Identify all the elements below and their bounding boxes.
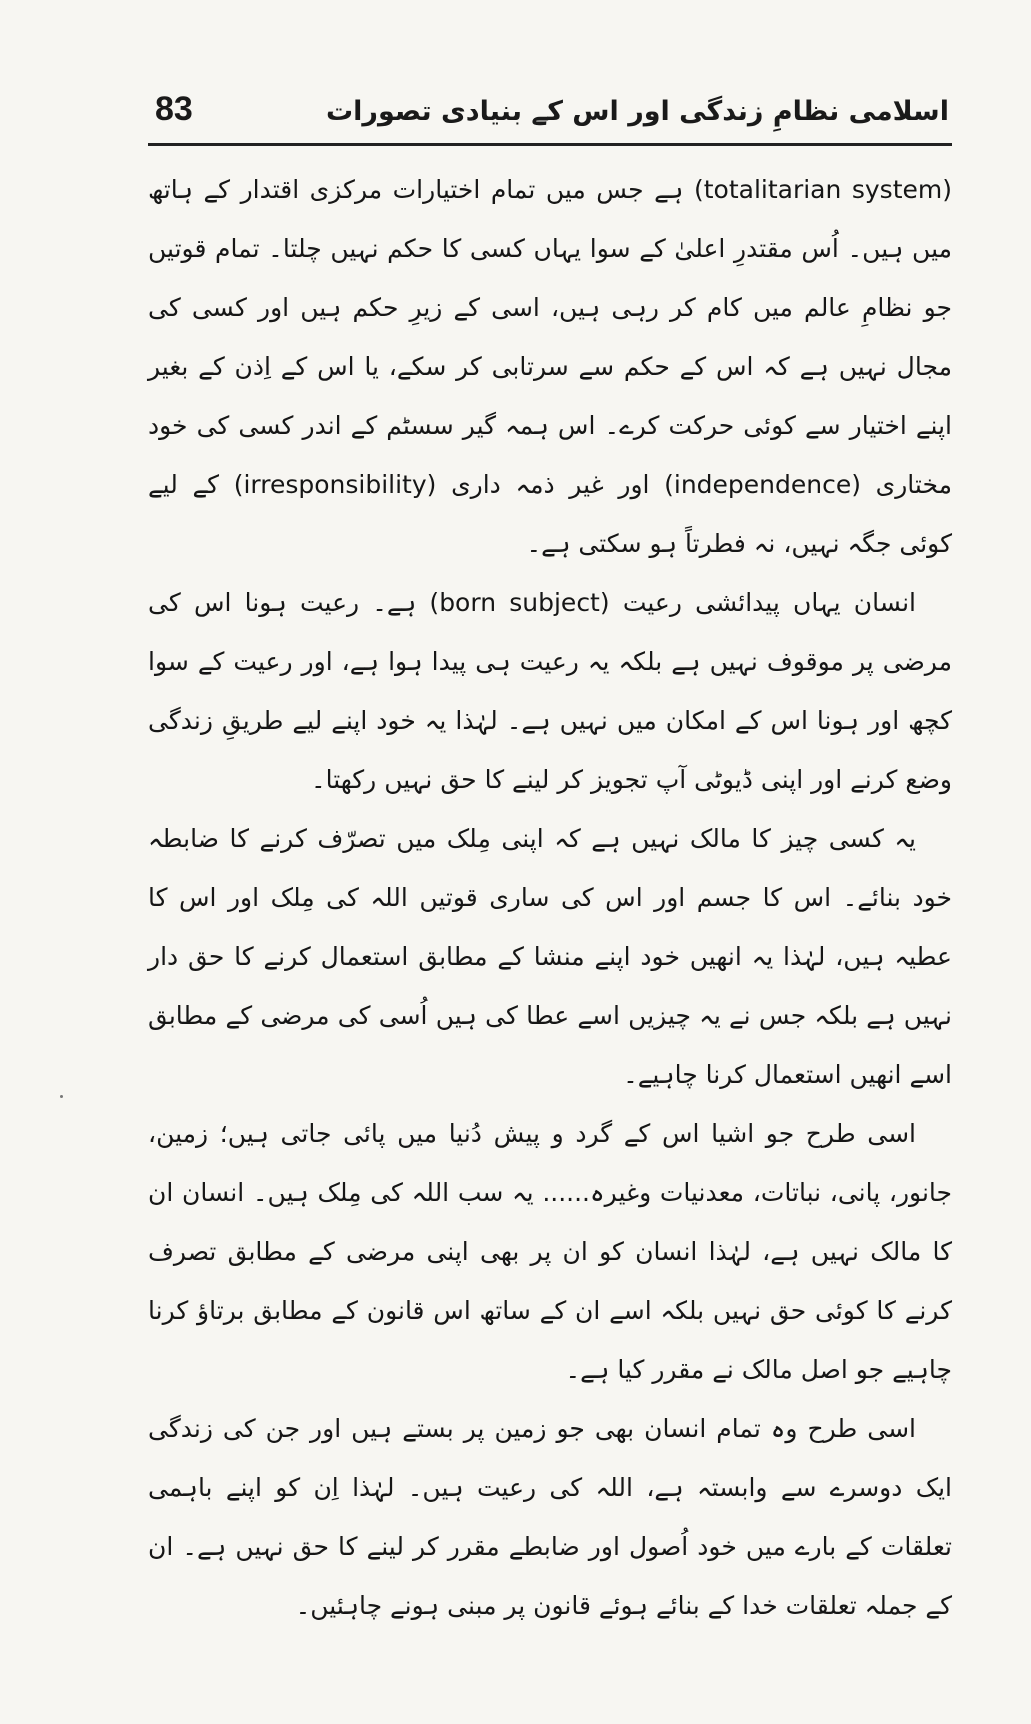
text-line: مبنی ہونے چاہئیں۔: [295, 1591, 497, 1620]
text-line: مرضی کے مطابق اسے انھیں استعمال کرنا چاہیے۔: [148, 1001, 952, 1089]
text-line: انسان یہاں پیدائشی رعیت (born subject) ہے۔ رعیت ہونا اس کی مرضی پر: [148, 588, 952, 676]
text-line: اِذن کے بغیر اپنے اختیار سے کوئی حرکت کرے۔ اس ہمہ گیر سسٹم کے اندر کسی کی: [148, 352, 952, 440]
text-line: نباتات، معدنیات وغیرہ...... یہ سب اللہ کی مِلک ہیں۔ انسان ان کا مالک نہیں ہے، لہٰذا: [148, 1178, 952, 1266]
paragraph-4: [148, 1104, 952, 1399]
text-line: ساتھ اس قانون کے مطابق برتاؤ کرنا چاہیے جو اصل مالک نے مقرر کیا ہے۔: [148, 1296, 952, 1384]
text-line: ہیں، اسی کے زیرِ حکم ہیں اور کسی کی مجال نہیں ہے کہ اس کے حکم سے سرتابی کر سکے، یا اس کے: [148, 293, 952, 381]
text-line: ضابطے مقرر کر لینے کا حق نہیں ہے۔ ان کے جملہ تعلقات خدا کے بنائے ہوئے قانون پر: [148, 1532, 952, 1620]
text-line: اسی طرح وہ تمام انسان بھی جو زمین پر بستے ہیں اور جن کی زندگی ایک دوسرے سے: [148, 1414, 952, 1502]
text-line: وابستہ ہے، اللہ کی رعیت ہیں۔ لہٰذا اِن کو اپنے باہمی تعلقات کے بارے میں خود اُصول اور: [148, 1473, 952, 1561]
paragraph-3: [148, 809, 952, 1104]
text-line: یہ کسی چیز کا مالک نہیں ہے کہ اپنی مِلک میں تصرّف کرنے کا ضابطہ خود بنائے۔ اس کا: [148, 824, 952, 912]
page-number: 83: [155, 90, 193, 128]
text-line: اسی طرح جو اشیا اس کے گرد و پیش دُنیا میں پائی جاتی ہیں؛ زمین، جانور، پانی،: [148, 1119, 953, 1207]
text-line: میں نہیں ہے۔ لہٰذا یہ خود اپنے لیے طریقِ زندگی وضع کرنے اور اپنی ڈیوٹی آپ تجویز کر لینے: [148, 706, 952, 794]
text-line: جسم اور اس کی ساری قوتیں اللہ کی مِلک اور اس کا عطیہ ہیں، لہٰذا یہ انھیں خود اپنے منشا کے: [148, 883, 952, 971]
paragraph-5: [148, 1399, 952, 1635]
page-body: [148, 160, 952, 1635]
text-line: کا حق نہیں رکھتا۔: [310, 765, 505, 794]
text-line: (totalitarian system) ہے جس میں تمام اختیارات مرکزی اقتدار کے ہاتھ میں ہیں۔: [148, 175, 953, 263]
print-speck: [60, 1095, 63, 1098]
text-line: موقوف نہیں ہے بلکہ یہ رعیت ہی پیدا ہوا ہے، اور رعیت کے سوا کچھ اور ہونا اس کے امکان: [148, 647, 952, 735]
text-line: خود مختاری (independence) اور غیر ذمہ داری (irresponsibility) کے لیے کوئی جگہ: [148, 411, 952, 558]
text-line: انسان کو ان پر بھی اپنی مرضی کے مطابق تصرف کرنے کا کوئی حق نہیں بلکہ اسے ان کے: [148, 1237, 952, 1325]
running-header-title: اسلامی نظامِ زندگی اور اس کے بنیادی تصورات: [326, 96, 949, 127]
paragraph-2: [148, 573, 952, 809]
text-line: اُس مقتدرِ اعلیٰ کے سوا یہاں کسی کا حکم نہیں چلتا۔ تمام قوتیں جو نظامِ عالم میں کام کر رہی: [148, 234, 952, 322]
text-line: مطابق استعمال کرنے کا حق دار نہیں ہے بلکہ جس نے یہ چیزیں اسے عطا کی ہیں اُسی کی: [148, 942, 952, 1030]
text-line: نہیں، نہ فطرتاً ہو سکتی ہے۔: [526, 529, 840, 558]
paragraph-1: [148, 160, 952, 573]
header-rule: [148, 143, 952, 146]
